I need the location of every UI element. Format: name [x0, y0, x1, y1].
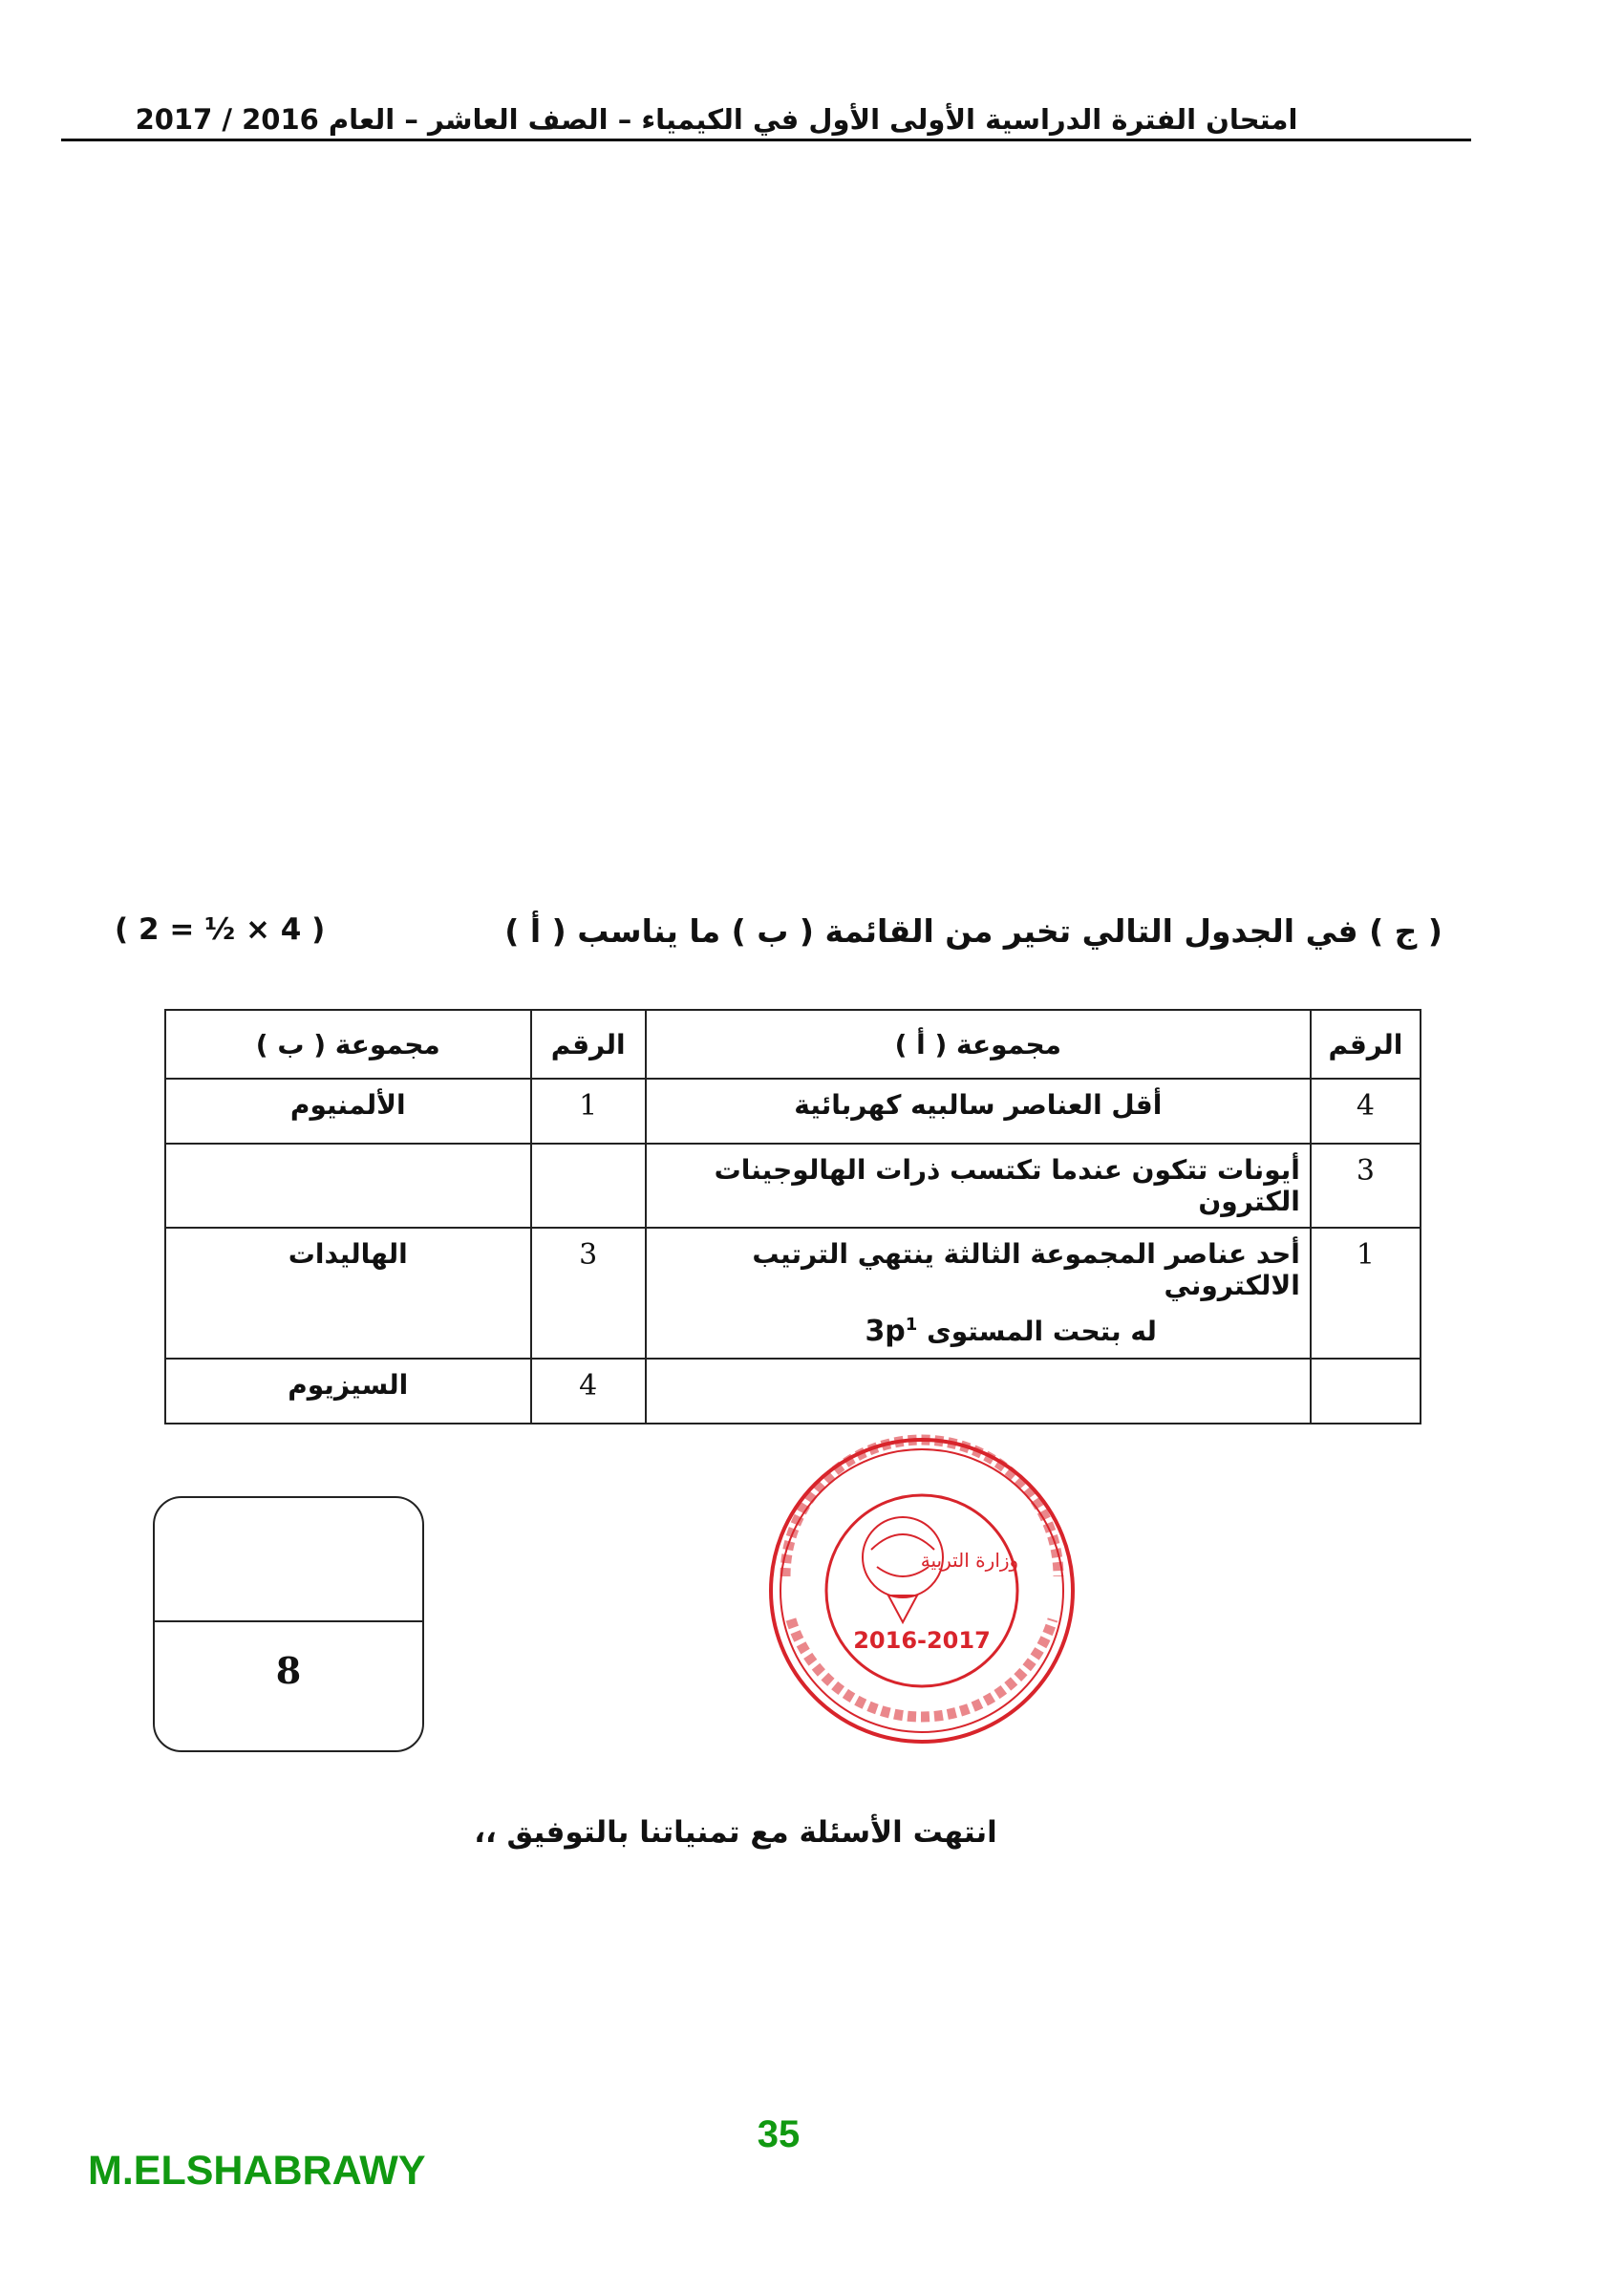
cell-group-a	[646, 1228, 1311, 1359]
table-header-row	[165, 1010, 1421, 1079]
cell-group-b	[165, 1144, 531, 1228]
cell-group-b: الألمنيوم	[165, 1079, 531, 1144]
electron-config-base: 3p	[865, 1315, 906, 1348]
page-number: 35	[757, 2113, 801, 2155]
table-row	[165, 1079, 1421, 1144]
header-num-b: الرقم	[531, 1010, 646, 1079]
cell-group-b: السيزيوم	[165, 1359, 531, 1424]
cell-num-b: 4	[531, 1359, 646, 1424]
cell-num-a: 4	[1311, 1079, 1421, 1144]
score-value: 8	[275, 1649, 302, 1692]
score-box-divider	[155, 1620, 422, 1622]
cell-group-a-line1: أحد عناصر المجموعة الثالثة ينتهي الترتيب الالكتروني	[752, 1238, 1300, 1301]
question-text: ( ج ) في الجدول التالي تخير من القائمة ( ب ) ما يناسب ( أ )	[504, 912, 1442, 950]
header-group-b: مجموعة ( ب )	[165, 1010, 531, 1079]
stamp-label: وزارة التربية	[920, 1549, 1019, 1572]
matching-table	[164, 1009, 1421, 1424]
cell-num-a: 3	[1311, 1144, 1421, 1228]
table-row	[165, 1359, 1421, 1424]
cell-group-a: أيونات تتكون عندما تكتسب ذرات الهالوجينات الكترون	[646, 1144, 1311, 1228]
cell-num-a	[1311, 1359, 1421, 1424]
cell-num-b	[531, 1144, 646, 1228]
page-header-title: امتحان الفترة الدراسية الأولى الأول في الكيمياء – الصف العاشر – العام 2016 / 2017	[135, 103, 1298, 136]
electron-config	[865, 1315, 917, 1348]
header-group-a: مجموعة ( أ )	[646, 1010, 1311, 1079]
electron-config-sup: 1	[905, 1315, 918, 1335]
closing-text: انتهت الأسئلة مع تمنياتنا بالتوفيق ،،	[474, 1815, 997, 1850]
question-marks: ( 2 = ½ × 4 )	[115, 912, 326, 947]
score-box	[153, 1496, 424, 1752]
stamp-year: 2016-2017	[853, 1627, 991, 1654]
cell-group-a-line2-text: له بتحت المستوى	[927, 1316, 1157, 1347]
header-rule	[61, 139, 1471, 141]
table-row	[165, 1144, 1421, 1228]
stamp-emblem-base	[888, 1596, 917, 1622]
cell-group-a: أقل العناصر سالبيه كهربائية	[646, 1079, 1311, 1144]
table-row	[165, 1228, 1421, 1359]
stamp-ring-2	[780, 1449, 1063, 1732]
author-signature: M.ELSHABRAWY	[88, 2148, 426, 2194]
ministry-stamp-icon	[764, 1433, 1079, 1748]
cell-group-a	[646, 1359, 1311, 1424]
cell-num-b: 1	[531, 1079, 646, 1144]
header-num-a: الرقم	[1311, 1010, 1421, 1079]
cell-num-b: 3	[531, 1228, 646, 1359]
stamp-inner-ring	[826, 1495, 1017, 1686]
cell-group-b: الهاليدات	[165, 1228, 531, 1359]
cell-group-a-line2	[656, 1315, 1157, 1348]
cell-num-a: 1	[1311, 1228, 1421, 1359]
